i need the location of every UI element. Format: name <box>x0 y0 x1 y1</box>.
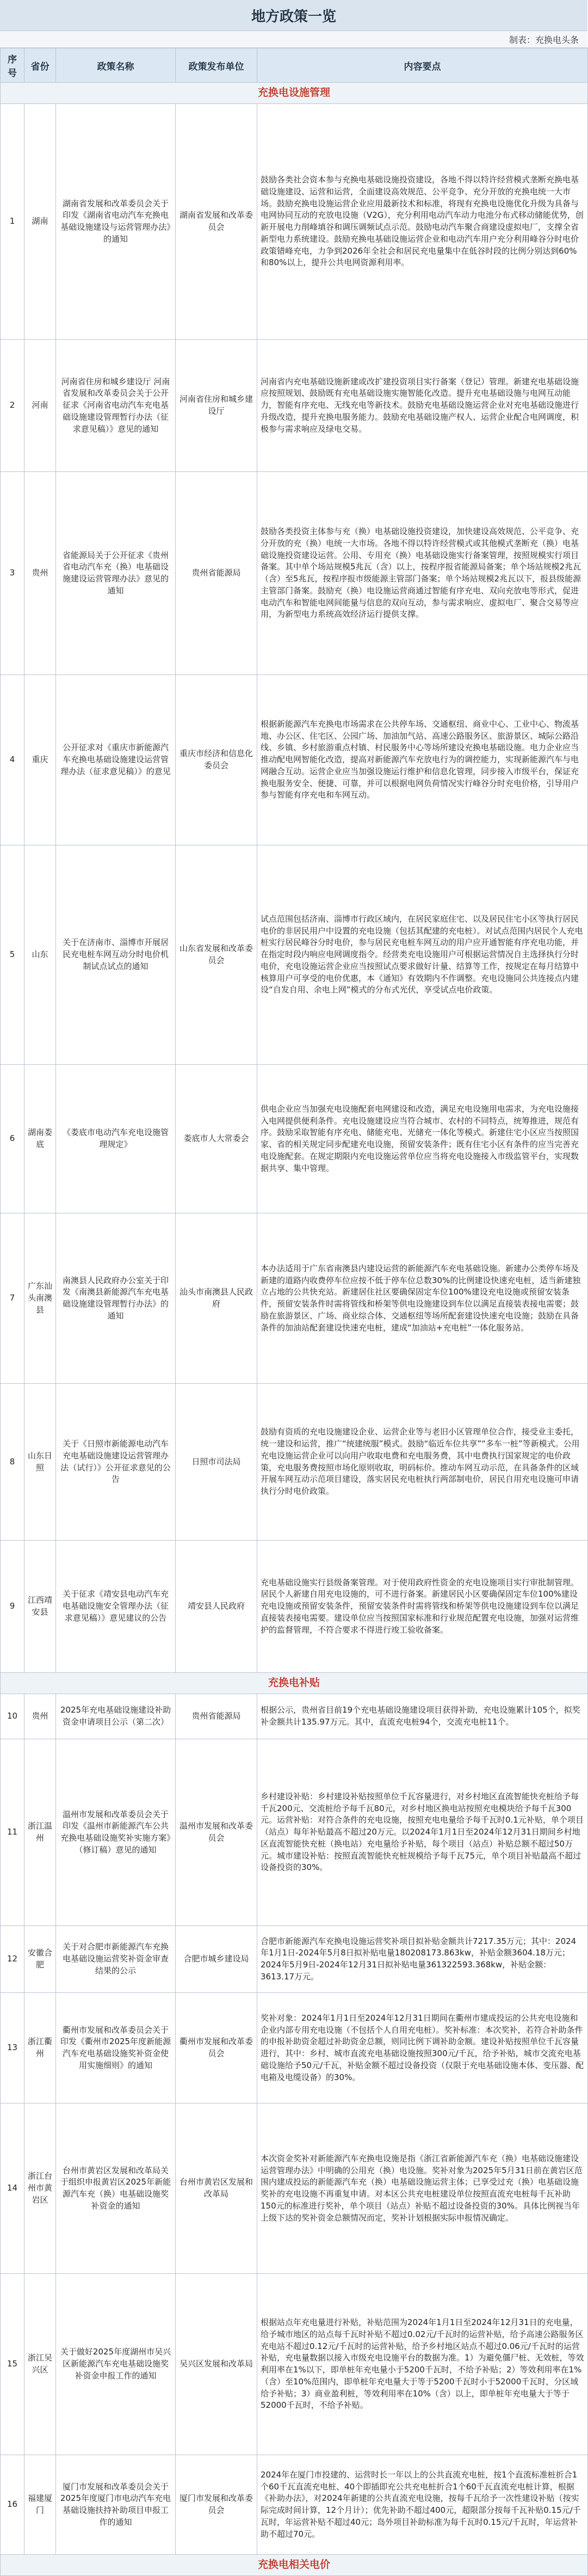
cell-no: 13 <box>1 1993 24 2103</box>
policy-table <box>0 48 588 2576</box>
cell-province: 浙江衢州 <box>24 1993 56 2103</box>
cell-policy: 省能源局关于公开征求《贵州省电动汽车充（换）电基础设施建设运营管理办法》意见的通知 <box>56 472 176 675</box>
cell-policy: 温州市发展和改革委员会关于印发《温州市新能源汽车公共充换电基础设施奖补实施方案》（修订稿）意见的通知 <box>56 1739 176 1926</box>
header-policy: 政策名称 <box>56 48 176 83</box>
cell-province: 江西靖安县 <box>24 1541 56 1673</box>
table-row <box>1 1993 588 2103</box>
cell-no: 14 <box>1 2103 24 2274</box>
cell-content: 根据新能源汽车充换电市场需求在公共停车场、交通枢纽、商业中心、工业中心、物流基地、办公区、住宅区、公园广场、加油加气站、高速公路服务区、旅游景区、城际公路沿线、乡镇、乡村旅游重点村镇、村民服务中心等场所建设充换电基础设施。电力企业应当推动配电网智能化改造，提高对新能源汽车充放电行为的调控能力，实现新能源汽车与电网融合互动。运营企业应当加强设施运行维护和信息化管理，同步接入市级平台，保证充换电服务安全、便捷、可靠，并可以根据电网负荷情况实行峰谷分时充电价格，引导用户参与智能有序充电和车网互动。 <box>257 675 588 845</box>
cell-content: 本次资金奖补对新能源汽车充换电设施是指《浙江省新能源汽车充（换）电基础设施建设运营管理办法》中明确的公用充（换）电设施。奖补对象为2025年5月31日前在黄岩区范围内建成投运的新能源汽车充（换）电基础设施运营主体；已享受过充（换）电基础设施奖补的充电设施不再重复申请。对本区公共充电桩建设单位按照直流充电桩每千瓦补助150元的标准进行奖补，单个项目（站点）补贴不超过设备投资的30%。具体比例视当年上级下达的奖补资金总额情况而定，奖补计划根据实际申报情况确定。 <box>257 2103 588 2274</box>
cell-no: 6 <box>1 1065 24 1213</box>
cell-province: 河南 <box>24 340 56 472</box>
section-row <box>1 1673 588 1694</box>
header-unit: 政策发布单位 <box>176 48 257 83</box>
cell-province: 重庆 <box>24 675 56 845</box>
cell-province: 广东汕头南澳县 <box>24 1213 56 1384</box>
cell-unit: 衢州市发展和改革委员会 <box>176 1993 257 2103</box>
cell-unit: 厦门市发展和改革委员会 <box>176 2455 257 2555</box>
cell-unit: 温州市发展和改革委员会 <box>176 1739 257 1926</box>
cell-policy: 《娄底市电动汽车充电设施管理规定》 <box>56 1065 176 1213</box>
source-credit: 制表：充换电头条 <box>0 31 587 48</box>
table-row <box>1 1739 588 1926</box>
cell-unit: 靖安县人民政府 <box>176 1541 257 1673</box>
cell-content: 乡村建设补贴：乡村建设补贴按照单位千瓦容量进行，对乡村地区直流智能快充桩给予每千瓦200元、交流桩给予每千瓦80元，对乡村地区换电站按照充电模块给予每千瓦300元。运营补贴：对符合条件的充电设施，按照充电电量给予每千瓦时0.1元补贴，单个项目（站点）每年补贴最高不超过20万元。以2024年1月1日至2024年12月31日期间乡村地区直流智能快充桩（换电站）充电量给予补贴，每个项目（站点）补贴总额不超过50万元。城市建设补贴：按照直流智能快充桩规模给予每千瓦75元，单个项目补贴最高不超过设备投资的30%。 <box>257 1739 588 1926</box>
cell-province: 山东日照 <box>24 1384 56 1541</box>
table-row <box>1 340 588 472</box>
cell-province: 湖南 <box>24 104 56 340</box>
cell-policy: 关于征求《靖安县电动汽车充电基础设施安全管理办法（征求意见稿）》意见建议的公告 <box>56 1541 176 1673</box>
table-row <box>1 1926 588 1993</box>
cell-policy: 河南省住房和城乡建设厅 河南省发展和改革委员会关于公开征求《河南省电动汽车充电基础设施建设管理暂行办法（征求意见稿）》意见的通知 <box>56 340 176 472</box>
cell-unit: 重庆市经济和信息化委员会 <box>176 675 257 845</box>
cell-unit: 山东省发展和改革委员会 <box>176 845 257 1065</box>
cell-content: 合肥市新能源汽车充换电设施运营奖补项目拟补贴金额共计7217.35万元；其中：2024年1月1日-2024年5月8日拟补贴电量180208173.863kw，补贴金额3604.18万元；2024年5月9日-2024年12月31日拟补贴电量361322593.368kw，补贴金额：3613.17万元。 <box>257 1926 588 1993</box>
cell-no: 7 <box>1 1213 24 1384</box>
cell-content: 鼓励各类社会资本参与充换电基础设施投资建设，各地不得以特许经营模式垄断充换电基础设施建设、运营和运营，全面建设高效规范、公平竞争、充分开放的充换电统一大市场。鼓励充换电设施运营企业应用最新技术和标准，将现有充换电设施优化升级为具备与电网协同互动的充放电设施（V2G），充分利用电动汽车动力电池分布式移动储能优势，创新开展电力削峰填谷和调压调频试点示范。鼓励电动汽车聚合商建设虚拟电厂，支撑全省新型电力系统建设。鼓励充换电基础设施运营企业和电动汽车用户充分利用峰谷分时电价政策错峰充电，力争到2026年全社会和居民充电量集中在低谷时段的比例分别达到60%和80%以上，提升公共电网资源利用率。 <box>257 104 588 340</box>
table-row <box>1 472 588 675</box>
section-title: 充换电补贴 <box>1 1673 588 1694</box>
cell-policy: 公开征求对《重庆市新能源汽车充换电基础设施建设运营管理办法（征求意见稿）》的意见 <box>56 675 176 845</box>
cell-content: 鼓励各类投资主体参与充（换）电基础设施投资建设，加快建设高效规范、公平竞争、充分开放的充（换）电统一大市场。各地不得以特许经营模式或其他模式垄断充（换）电基础设施投资建设运营。公用、专用充（换）电基础设施实行备案管理，按照规模实行项目备案。其中单个场站规模5兆瓦（含）以上，按程序报省能源局备案；单个场站规模2兆瓦（含）至5兆瓦，按程序报市级能源主管部门备案；单个场站规模2兆瓦以下，报县级能源主管部门备案。鼓励充（换）电设施运营商通过智能有序充电、双向充放电等形式，促进电动汽车和智能电网间能量与信息的双向互动，参与需求响应、虚拟电厂、聚合交易等应用，为新型电力系统高效经济运行提供支撑。 <box>257 472 588 675</box>
section-title: 充换电设施管理 <box>1 83 588 104</box>
table-row <box>1 1065 588 1213</box>
cell-unit: 贵州省能源局 <box>176 1694 257 1739</box>
cell-no: 1 <box>1 104 24 340</box>
cell-unit: 吴兴区发展和改革局 <box>176 2274 257 2455</box>
cell-no: 16 <box>1 2455 24 2555</box>
section-title: 充换电相关电价 <box>1 2555 588 2576</box>
table-row <box>1 1694 588 1739</box>
cell-province: 安徽合肥 <box>24 1926 56 1993</box>
cell-province: 福建厦门 <box>24 2455 56 2555</box>
cell-policy: 湖南省发展和改革委员会关于印发《湖南省电动汽车充换电基础设施建设与运营管理办法》的通知 <box>56 104 176 340</box>
cell-no: 5 <box>1 845 24 1065</box>
cell-policy: 衢州市发展和改革委员会关于印发《衢州市2025年度新能源汽车充电基础设施奖补资金使用实施细则》的通知 <box>56 1993 176 2103</box>
cell-content: 鼓励有资质的充电设施建设企业、运营企业等与老旧小区管理单位合作，接受业主委托，统一建设和运营，推广“统建统服”模式。鼓励“临近车位共享”“多车一桩”等新模式。公用充电设施运营企业可以向用户收取电费和充电服务费，其中电费执行国家规定的电价政策，充电服务费按照市场化原则收取，明码标价。推动车网互动示范，在具备条件的区域开展车网互动示范项目建设，落实居民充电桩执行两部制电价，居民自用充电设施可申请执行分时电价政策。 <box>257 1384 588 1541</box>
cell-policy: 台州市黄岩区发展和改革局关于组织申报黄岩区2025年新能源汽车充（换）电基础设施奖补资金的通知 <box>56 2103 176 2274</box>
cell-no: 8 <box>1 1384 24 1541</box>
cell-content: 本办法适用于广东省南澳县内建设运营的新能源汽车充电基础设施。新建办公类停车场及新建的道路内收费停车位应按不低于停车位总数30%的比例建设快速充电桩，适当新建独立占地的公共快充站。新建居住社区要确保固定车位100%建设充电设施或预留安装条件，预留安装条件时需将管线和桥架等供电设施建设到车位以满足直接装表接电需要；鼓励在旅游景区、广场、商业综合体、交通枢纽等场所配套建设快速充电设施；鼓励在具备条件的加油站配套建设快速充电桩，建成“加油站+充电桩”一体化服务站。 <box>257 1213 588 1384</box>
header-no: 序号 <box>1 48 24 83</box>
cell-province: 贵州 <box>24 472 56 675</box>
cell-unit: 贵州省能源局 <box>176 472 257 675</box>
page-title: 地方政策一览 <box>0 0 587 31</box>
table-row <box>1 1213 588 1384</box>
section-row <box>1 83 588 104</box>
cell-policy: 南澳县人民政府办公室关于印发《南澳县新能源汽车充电基础设施建设管理暂行办法》的通知 <box>56 1213 176 1384</box>
cell-unit: 日照市司法局 <box>176 1384 257 1541</box>
cell-unit: 台州市黄岩区发展和改革局 <box>176 2103 257 2274</box>
cell-content: 河南省内充电基础设施新建或改扩建投资项目实行备案（登记）管理。新建充电基础设施应按照规划、鼓励既有充电基础设施实施智能化改造。提升充电基础设施与电网互动能力，智能有序充电、无线充电等新技术。鼓励充电基础设施运营企业对充电基础设施进行升级改造，提升充换电服务能力。鼓励充电基础设施产权人、运营企业配合电网调度，积极参与需求响应及绿电交易。 <box>257 340 588 472</box>
cell-province: 浙江温州 <box>24 1739 56 1926</box>
cell-policy: 厦门市发展和改革委员会关于2025年度厦门市电动汽车充电基础设施扶持补助项目申报工作的通知 <box>56 2455 176 2555</box>
cell-content: 奖补对象：2024年1月1日至2024年12月31日期间在衢州市建成投运的公共充电设施和企业内部专用充电设施（不包括个人自用充电桩）。奖补标准：本次奖补，若符合补助条件的申报补助资金超过补助资金总额，则同比例下调补助金额。建设补贴按照单位千瓦容量进行，其中：乡村、城市直流充电基础设施按照300元/千瓦，给予补贴，城市交流充电基础设施给予50元/千瓦，补贴金额不超过设备投资（仅限于充电基础设施本体、变压器、配电箱及电缆设备）的30%。 <box>257 1993 588 2103</box>
cell-no: 4 <box>1 675 24 845</box>
table-row <box>1 2103 588 2274</box>
cell-content: 供电企业应当加强充电设施配套电网建设和改造，满足充电设施用电需求，为充电设施接入电网提供便利条件。充电设施建设应当符合城市、农村的不同特点，统筹推进，规范有序。鼓励采取智能有序充电、储能充电、光储充一体化等模式。新建住宅小区应当按照国家、省的相关规定同步配建充电设施，预留安装条件；既有住宅小区有条件的应当完善充电设施配套。在规定期限内充电设施运营单位应当将充电设施接入市级监管平台，实现数据共享、集中管理。 <box>257 1065 588 1213</box>
cell-policy: 关于在济南市、淄博市开展居民充电桩车网互动分时电价机制试点试点的通知 <box>56 845 176 1065</box>
cell-policy: 2025年充电基础设施建设补助资金申请项目公示（第二次） <box>56 1694 176 1739</box>
cell-no: 10 <box>1 1694 24 1739</box>
table-header-row <box>1 48 588 83</box>
cell-province: 贵州 <box>24 1694 56 1739</box>
table-row <box>1 2455 588 2555</box>
table-row <box>1 845 588 1065</box>
table-row <box>1 1384 588 1541</box>
cell-no: 12 <box>1 1926 24 1993</box>
cell-no: 9 <box>1 1541 24 1673</box>
cell-content: 试点范围包括济南、淄博市行政区域内，在居民家庭住宅、以及居民住宅小区等执行居民电价的非居民用户中设置的充电设施（包括其配建的充电桩）。对试点范围内居民个人充电桩实行居民峰谷分时电价，参与居民充电桩车网互动的用户应开通智能有序充电功能，并在指定时段内响应电网调度指令。经营类充电设施用户可根据运营情况自主选择执行分时电价，充电设施运营企业应当按照试点要求做好计量、结算等工作，按规定在每月结算中核算用户可享受的电价优惠，本《通知》有效期内不作调整。充电设施同公共连接点内建设“自发自用、余电上网”模式的分布式光伏，享受试点电价政策。 <box>257 845 588 1065</box>
cell-no: 15 <box>1 2274 24 2455</box>
cell-no: 11 <box>1 1739 24 1926</box>
cell-province: 浙江台州市黄岩区 <box>24 2103 56 2274</box>
cell-policy: 关于做好2025年度湖州市吴兴区新能源汽车充电基础设施奖补资金申报工作的通知 <box>56 2274 176 2455</box>
section-row <box>1 2555 588 2576</box>
cell-policy: 关于对合肥市新能源汽车充换电基础设施运营奖补资金审查结果的公示 <box>56 1926 176 1993</box>
cell-policy: 关于《日照市新能源电动汽车充电基础设施建设运营管理办法（试行）》公开征求意见的公告 <box>56 1384 176 1541</box>
cell-province: 浙江吴兴区 <box>24 2274 56 2455</box>
table-row <box>1 2274 588 2455</box>
header-content: 内容要点 <box>257 48 588 83</box>
cell-no: 2 <box>1 340 24 472</box>
cell-province: 山东 <box>24 845 56 1065</box>
cell-unit: 河南省住房和城乡建设厅 <box>176 340 257 472</box>
cell-unit: 湖南省发展和改革委员会 <box>176 104 257 340</box>
cell-content: 根据站点年充电量进行补贴，补贴范围为2024年1月1日至2024年12月31日的充电量，给予城市地区的站点每千瓦时补贴不超过0.02元/千瓦时的运营补贴，给予高速公路服务区充电站不超过0.12元/千瓦时的运营补贴，给予乡村地区站点不超过0.06元/千瓦时的运营补贴，充电量数据以接入市级充电设施平台的数据为准。1）为避免僵尸桩、无效桩，等效利用率在1%以下，即单桩年充电量小于5200千瓦时，不给予补贴；2）等效利用率在1%（含）至10%范围内，即单桩年充电量大于等于5200千瓦时小于52000千瓦时，分区域给予补贴；3）商业盈利桩，等效利用率在10%（含）以上，即单桩年充电量大于等于52000千瓦时，不给予补贴。 <box>257 2274 588 2455</box>
table-row <box>1 104 588 340</box>
table-row <box>1 1541 588 1673</box>
cell-unit: 娄底市人大常委会 <box>176 1065 257 1213</box>
cell-province: 湖南娄底 <box>24 1065 56 1213</box>
cell-no: 3 <box>1 472 24 675</box>
cell-content: 充电基础设施实行县级备案管理。对于使用政府性资金的充电设施项目实行审批制管理。居民个人新建自用充电设施的，可不进行备案。新建居民小区要确保固定车位100%建设充电设施或预留安装条件，预留安装条件时需将管线和桥架等供电设施建设到车位以满足直接装表接电需要。建设单位应当按照国家标准和行业规范配置充电设施，加强对运营维护的监督管理，不符合要求不得进行竣工验收备案。 <box>257 1541 588 1673</box>
cell-unit: 汕头市南澳县人民政府 <box>176 1213 257 1384</box>
table-row <box>1 675 588 845</box>
cell-unit: 合肥市城乡建设局 <box>176 1926 257 1993</box>
cell-content: 根据公示，贵州省目前19个充电基础设施建设项目获得补助，充电设施累计105个，拟奖补金额共计135.97万元。其中，直流充电桩94个，交流充电桩11个。 <box>257 1694 588 1739</box>
cell-content: 2024年在厦门市投建的、运营时长一年以上的公共直流充电桩，按1个直流标准桩折合1个60千瓦直流充电桩、40个即插即充公共充电桩折合1个60千瓦直流充电桩计算，根据《补助办法》，对2024年新建的公共直流充电设施，按每千瓦给予一次性建设补贴（按实际完成时间计算，12个月计）；优先补助不超过400元，超限部分按每千瓦补贴0.15元/千瓦时，年运营补贴不超过40元；岛外项目补助标准为每千瓦时0.15元/千瓦时，年运营补助不超过70元。 <box>257 2455 588 2555</box>
header-province: 省份 <box>24 48 56 83</box>
